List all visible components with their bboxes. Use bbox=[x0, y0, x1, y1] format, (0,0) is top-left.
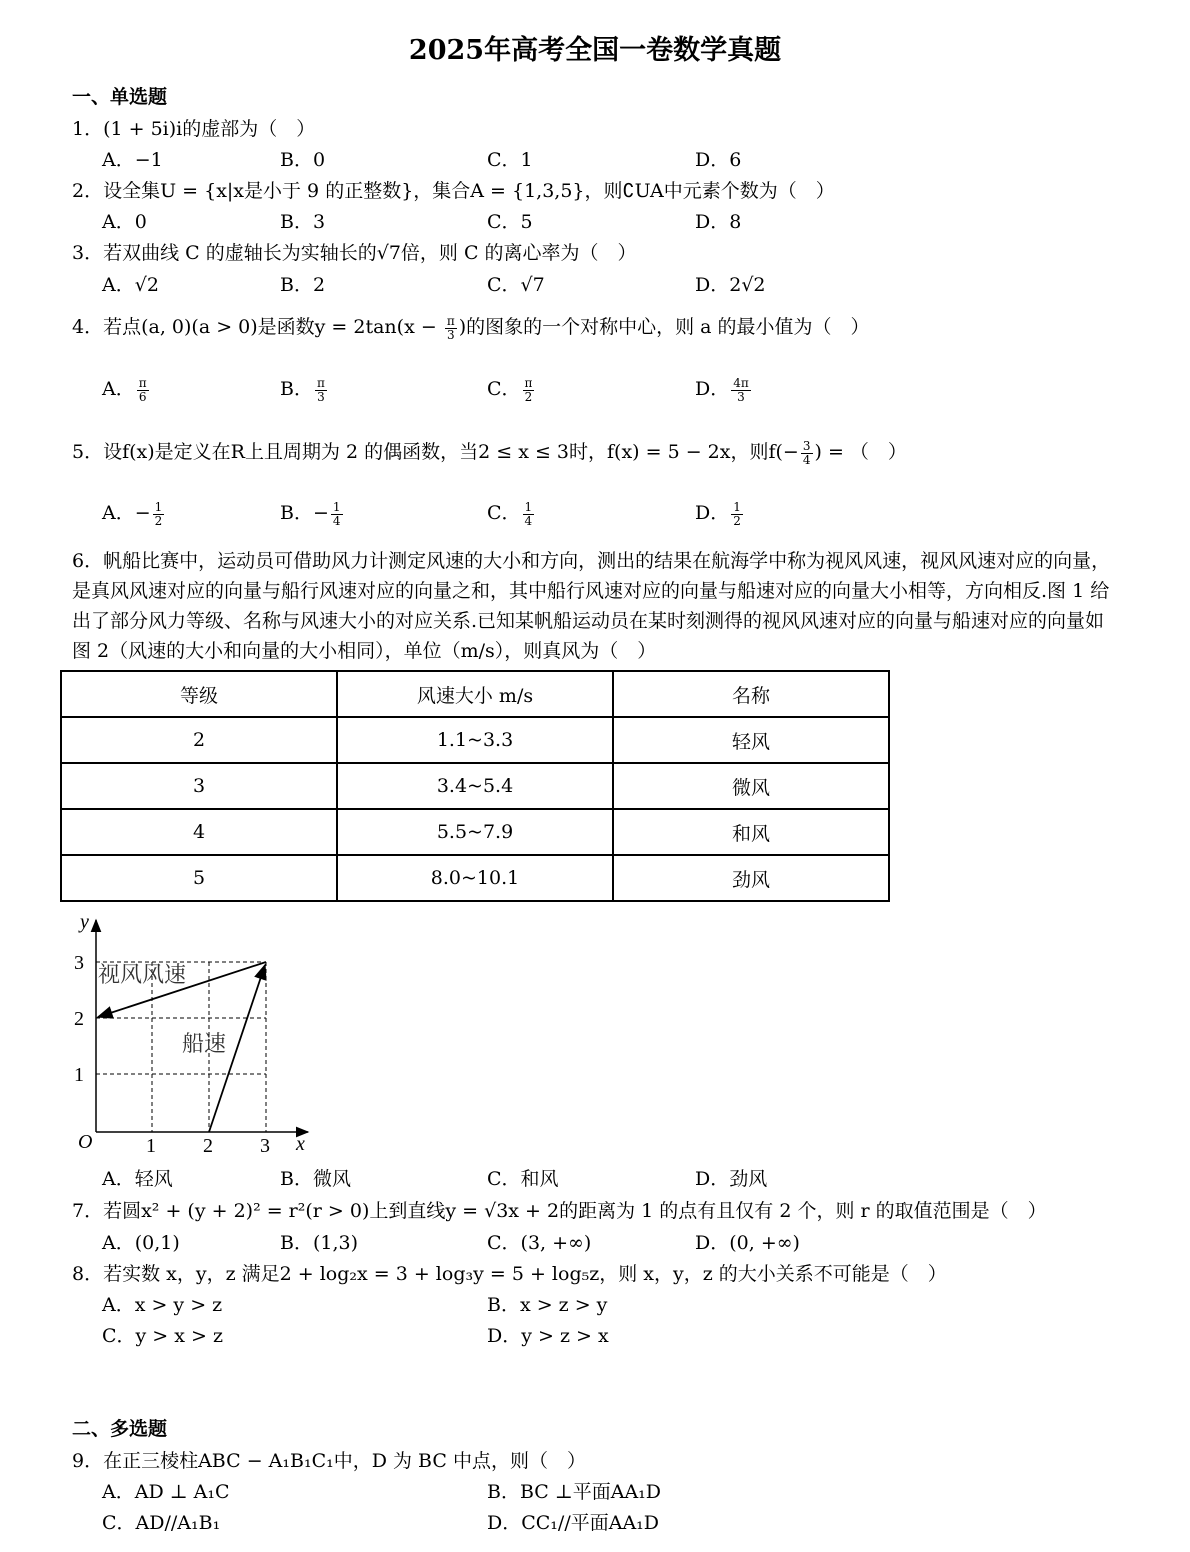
table-header-cell: 名称 bbox=[613, 671, 889, 717]
question-7-option-d: D．(0, +∞) bbox=[695, 1232, 800, 1254]
question-3-option-c: C．√7 bbox=[487, 274, 545, 296]
question-9-option-a: A．AD ⊥ A₁C bbox=[102, 1481, 230, 1503]
question-3-option-b: B．2 bbox=[280, 274, 326, 296]
table-row bbox=[61, 809, 889, 855]
table-cell: 3 bbox=[61, 763, 337, 809]
question-2-stem: 2．设全集U = {x|x是小于 9 的正整数}，集合A = {1,3,5}，则∁UA中元素个数为（ ） bbox=[72, 180, 835, 202]
table-header-row bbox=[61, 671, 889, 717]
question-2-option-d: D．8 bbox=[695, 211, 742, 233]
question-5-option-d: D． $\frac{1}{2}$ bbox=[695, 499, 741, 528]
section-heading-multiple-choice: 二、多选题 bbox=[72, 1418, 168, 1440]
wind-level-table bbox=[60, 670, 890, 902]
apparent-wind-label: 视风风速 bbox=[98, 963, 187, 988]
table-cell: 轻风 bbox=[613, 717, 889, 763]
question-1-stem: 1．(1 + 5i)i的虚部为（ ） bbox=[72, 118, 316, 140]
table-cell: 5 bbox=[61, 855, 337, 901]
x-axis-label: x bbox=[296, 1133, 305, 1155]
question-5-option-b: B．− $\frac{1}{4}$ bbox=[280, 499, 341, 528]
table-cell: 1.1~3.3 bbox=[337, 717, 613, 763]
table-cell: 2 bbox=[61, 717, 337, 763]
y-tick-label: 2 bbox=[74, 1008, 84, 1030]
question-6-option-a: A．轻风 bbox=[102, 1168, 173, 1190]
table-row bbox=[61, 717, 889, 763]
question-1-option-c: C．1 bbox=[487, 149, 533, 171]
question-8-option-a: A．x > y > z bbox=[102, 1294, 223, 1316]
y-tick-label: 3 bbox=[74, 952, 84, 974]
question-7-stem: 7．若圆x² + (y + 2)² = r²(r > 0)上到直线y = √3x + 2的距离为 1 的点有且仅有 2 个，则 r 的取值范围是（ ） bbox=[72, 1200, 1047, 1222]
origin-label: O bbox=[78, 1131, 93, 1153]
question-4-option-a: A． $\frac{\pi}{6}$ bbox=[102, 375, 147, 404]
question-5-stem: 5．设f(x)是定义在R上且周期为 2 的偶函数，当2 ≤ x ≤ 3时，f(x) = 5 − 2x，则f(− $\frac{3}{4}$ ) = （ ） bbox=[72, 438, 907, 467]
question-3-stem: 3．若双曲线 C 的虚轴长为实轴长的√7倍，则 C 的离心率为（ ） bbox=[72, 242, 637, 264]
question-2-option-a: A．0 bbox=[102, 211, 147, 233]
question-2-option-b: B．3 bbox=[280, 211, 326, 233]
x-tick-label: 2 bbox=[203, 1135, 213, 1157]
table-cell: 4 bbox=[61, 809, 337, 855]
question-8-option-d: D．y > z > x bbox=[487, 1325, 609, 1347]
question-6-stem: 6．帆船比赛中，运动员可借助风力计测定风速的大小和方向，测出的结果在航海学中称为视风风速，视风风速对应的向量，是真风风速对应的向量与船行风速对应的向量之和，其中船行风速对应的向量与船速对应的向量大小相等，方向相反.图 1 给出了部分风力等级、名称与风速大小的对应关系.已知某帆船运动员在某时刻测得的视风风速对应的向量与船速对应的向量如图 2（风速的大小和向量的大小相同），单位（m/s），则真风为（ ） bbox=[72, 550, 1111, 662]
question-4-stem: 4．若点(a, 0)(a > 0)是函数y = 2tan(x − $\frac{\pi}{3}$ )的图象的一个对称中心，则 a 的最小值为（ ） bbox=[72, 313, 870, 342]
y-axis-label: y bbox=[80, 911, 89, 933]
question-7-option-b: B．(1,3) bbox=[280, 1232, 359, 1254]
question-4-option-c: C． $\frac{\pi}{2}$ bbox=[487, 375, 533, 404]
question-1-option-b: B．0 bbox=[280, 149, 326, 171]
table-header-cell: 风速大小 m/s bbox=[337, 671, 613, 717]
x-tick-label: 1 bbox=[146, 1135, 156, 1157]
question-8-option-b: B．x > z > y bbox=[487, 1294, 608, 1316]
y-tick-label: 1 bbox=[74, 1064, 84, 1086]
question-9-option-b: B．BC ⊥平面AA₁D bbox=[487, 1481, 662, 1503]
question-9-option-d: D．CC₁//平面AA₁D bbox=[487, 1512, 660, 1534]
table-cell: 8.0~10.1 bbox=[337, 855, 613, 901]
question-5-option-c: C． $\frac{1}{4}$ bbox=[487, 499, 533, 528]
table-cell: 微风 bbox=[613, 763, 889, 809]
question-7-option-a: A．(0,1) bbox=[102, 1232, 180, 1254]
question-8-stem: 8．若实数 x，y，z 满足2 + log₂x = 3 + log₃y = 5 + log₅z，则 x，y，z 的大小关系不可能是（ ） bbox=[72, 1263, 947, 1285]
question-7-option-c: C．(3, +∞) bbox=[487, 1232, 592, 1254]
question-1-option-a: A．−1 bbox=[102, 149, 163, 171]
table-row bbox=[61, 763, 889, 809]
section-heading-single-choice: 一、单选题 bbox=[72, 86, 168, 108]
page-title: 2025年高考全国一卷数学真题 bbox=[408, 35, 782, 66]
question-6-option-d: D．劲风 bbox=[695, 1168, 768, 1190]
question-4-option-d: D． $\frac{4\pi}{3}$ bbox=[695, 375, 749, 404]
x-tick-label: 3 bbox=[260, 1135, 270, 1157]
question-2-option-c: C．5 bbox=[487, 211, 533, 233]
table-cell: 5.5~7.9 bbox=[337, 809, 613, 855]
table-header-cell: 等级 bbox=[61, 671, 337, 717]
vector-figure bbox=[60, 910, 320, 1160]
question-3-option-d: D．2√2 bbox=[695, 274, 766, 296]
table-row bbox=[61, 855, 889, 901]
question-6-option-b: B．微风 bbox=[280, 1168, 351, 1190]
question-3-option-a: A．√2 bbox=[102, 274, 159, 296]
question-1-option-d: D．6 bbox=[695, 149, 742, 171]
table-cell: 3.4~5.4 bbox=[337, 763, 613, 809]
question-6-option-c: C．和风 bbox=[487, 1168, 559, 1190]
table-cell: 和风 bbox=[613, 809, 889, 855]
table-cell: 劲风 bbox=[613, 855, 889, 901]
question-4-option-b: B． $\frac{\pi}{3}$ bbox=[280, 375, 325, 404]
boat-speed-label: 船速 bbox=[182, 1032, 227, 1057]
question-8-option-c: C．y > x > z bbox=[102, 1325, 223, 1347]
question-9-stem: 9．在正三棱柱ABC − A₁B₁C₁中，D 为 BC 中点，则（ ） bbox=[72, 1450, 586, 1472]
question-5-option-a: A．− $\frac{1}{2}$ bbox=[102, 499, 163, 528]
question-9-option-c: C．AD//A₁B₁ bbox=[102, 1512, 221, 1534]
